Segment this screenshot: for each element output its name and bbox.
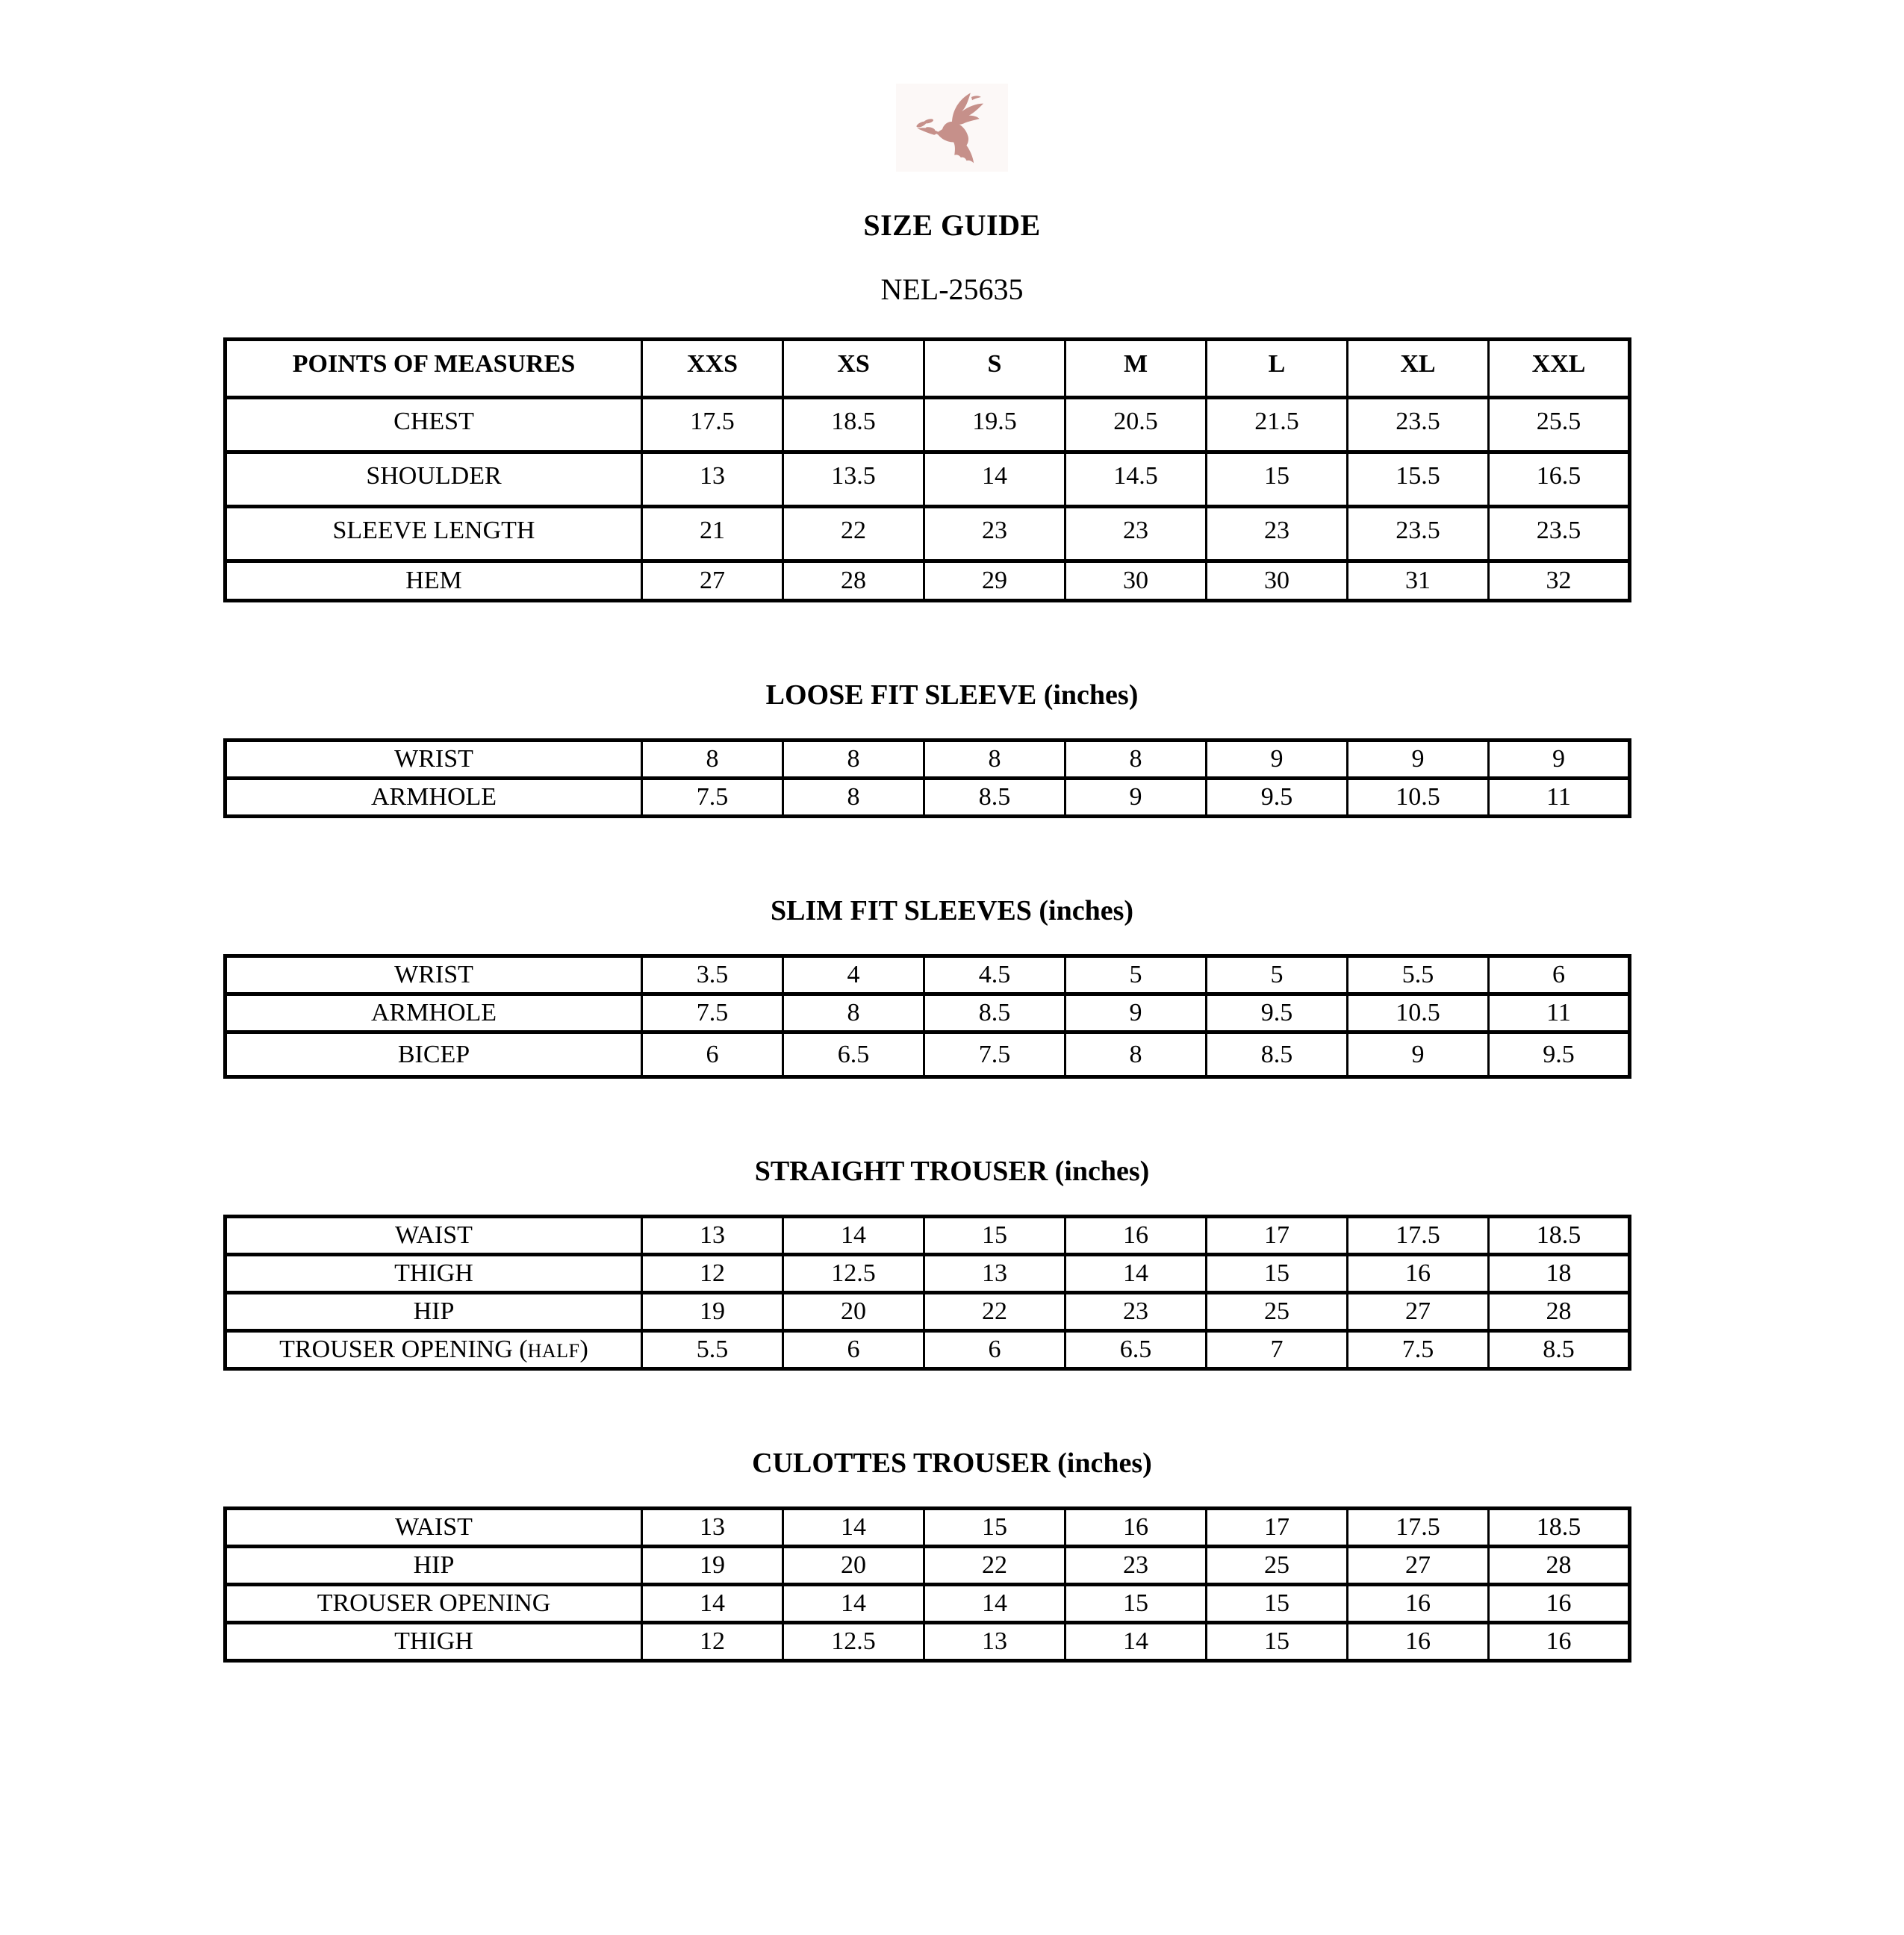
section-table <box>223 1506 1631 1663</box>
measure-cell: 27 <box>1348 1547 1489 1585</box>
measure-cell: 17.5 <box>642 398 783 452</box>
measure-cell: 10.5 <box>1348 779 1489 817</box>
measure-cell: 9.5 <box>1207 779 1348 817</box>
measure-cell: 28 <box>1489 1293 1630 1331</box>
measure-cell: 23 <box>1065 507 1207 561</box>
measure-cell: 18.5 <box>1489 1217 1630 1255</box>
measure-cell: 27 <box>1348 1293 1489 1331</box>
measure-cell: 6 <box>924 1331 1065 1369</box>
row-label: HIP <box>225 1293 642 1331</box>
measure-cell: 13.5 <box>783 452 924 507</box>
measure-cell: 8 <box>924 741 1065 779</box>
measure-cell: 28 <box>1489 1547 1630 1585</box>
measure-cell: 30 <box>1065 561 1207 601</box>
measure-cell: 7 <box>1207 1331 1348 1369</box>
sections-root <box>0 677 1904 1663</box>
section-title: LOOSE FIT SLEEVE (inches) <box>765 679 1139 711</box>
section-title: CULOTTES TROUSER (inches) <box>752 1448 1152 1479</box>
measure-cell: 14 <box>924 452 1065 507</box>
measure-cell: 9.5 <box>1489 1032 1630 1077</box>
size-guide-page <box>0 84 1904 1935</box>
measure-cell: 15 <box>924 1509 1065 1547</box>
row-label: THIGH <box>225 1255 642 1293</box>
measure-cell: 23 <box>924 507 1065 561</box>
measure-cell: 16 <box>1489 1623 1630 1661</box>
measure-row <box>225 1623 1630 1661</box>
row-label-part: TROUSER OPENING ( <box>279 1336 528 1363</box>
row-label: HEM <box>225 561 642 601</box>
size-column-header: XS <box>783 340 924 398</box>
measure-cell: 15 <box>1065 1585 1207 1623</box>
size-column-header: L <box>1207 340 1348 398</box>
measure-cell: 17.5 <box>1348 1509 1489 1547</box>
measure-cell: 13 <box>642 1509 783 1547</box>
measure-cell: 9 <box>1065 779 1207 817</box>
size-column-header: XL <box>1348 340 1489 398</box>
measure-cell: 3.5 <box>642 956 783 994</box>
measure-cell: 14 <box>1065 1255 1207 1293</box>
measure-cell: 13 <box>924 1623 1065 1661</box>
measure-cell: 15 <box>924 1217 1065 1255</box>
measure-cell: 6.5 <box>783 1032 924 1077</box>
row-label-part: ) <box>579 1336 588 1363</box>
row-label: CHEST <box>225 398 642 452</box>
measure-cell: 9 <box>1207 741 1348 779</box>
product-code: NEL-25635 <box>880 272 1024 306</box>
row-label: SHOULDER <box>225 452 642 507</box>
measure-cell: 8 <box>783 741 924 779</box>
measure-cell: 7.5 <box>924 1032 1065 1077</box>
measure-row <box>225 741 1630 779</box>
size-column-header: M <box>1065 340 1207 398</box>
measure-cell: 8 <box>1065 741 1207 779</box>
measure-row <box>225 1255 1630 1293</box>
measure-cell: 23 <box>1207 507 1348 561</box>
measure-cell: 9 <box>1348 1032 1489 1077</box>
measure-cell: 13 <box>924 1255 1065 1293</box>
measure-cell: 14 <box>924 1585 1065 1623</box>
measure-cell: 11 <box>1489 779 1630 817</box>
measure-cell: 8 <box>1065 1032 1207 1077</box>
measure-cell: 16 <box>1065 1509 1207 1547</box>
size-column-header: XXS <box>642 340 783 398</box>
logo-badge <box>896 84 1008 172</box>
measure-cell: 16 <box>1348 1255 1489 1293</box>
measure-row <box>225 994 1630 1032</box>
measure-cell: 12.5 <box>783 1255 924 1293</box>
measure-cell: 9 <box>1489 741 1630 779</box>
measure-cell: 4.5 <box>924 956 1065 994</box>
measure-cell: 12.5 <box>783 1623 924 1661</box>
measure-cell: 27 <box>642 561 783 601</box>
measure-cell: 30 <box>1207 561 1348 601</box>
measure-cell: 25 <box>1207 1293 1348 1331</box>
section-table <box>223 738 1631 818</box>
measure-cell: 15 <box>1207 452 1348 507</box>
section-table <box>223 1215 1631 1371</box>
measure-cell: 22 <box>924 1547 1065 1585</box>
measure-cell: 19 <box>642 1547 783 1585</box>
measure-cell: 7.5 <box>1348 1331 1489 1369</box>
measure-cell: 22 <box>783 507 924 561</box>
measure-cell: 14 <box>783 1217 924 1255</box>
measure-row <box>225 1217 1630 1255</box>
section-title: STRAIGHT TROUSER (inches) <box>754 1156 1150 1187</box>
measure-row <box>225 1547 1630 1585</box>
main-table-header-row <box>225 340 1630 398</box>
size-column-header: S <box>924 340 1065 398</box>
size-column-header: XXL <box>1489 340 1630 398</box>
measure-cell: 19.5 <box>924 398 1065 452</box>
measure-cell: 20 <box>783 1293 924 1331</box>
row-label-small-part: HALF <box>527 1340 580 1362</box>
measure-cell: 5.5 <box>1348 956 1489 994</box>
measure-cell: 8 <box>783 994 924 1032</box>
measure-cell: 14 <box>642 1585 783 1623</box>
measure-cell: 13 <box>642 1217 783 1255</box>
measure-cell: 14 <box>1065 1623 1207 1661</box>
header-cell-points-of-measures: POINTS OF MEASURES <box>225 340 642 398</box>
measure-cell: 14 <box>783 1509 924 1547</box>
measure-cell: 21.5 <box>1207 398 1348 452</box>
measure-cell: 16 <box>1489 1585 1630 1623</box>
measure-cell: 5 <box>1207 956 1348 994</box>
measure-cell: 15.5 <box>1348 452 1489 507</box>
measure-cell: 23.5 <box>1348 507 1489 561</box>
row-label: ARMHOLE <box>225 994 642 1032</box>
measure-cell: 6.5 <box>1065 1331 1207 1369</box>
measure-cell: 18 <box>1489 1255 1630 1293</box>
row-label: SLEEVE LENGTH <box>225 507 642 561</box>
measure-cell: 23 <box>1065 1293 1207 1331</box>
page-title: SIZE GUIDE <box>863 208 1041 242</box>
measure-row <box>225 1509 1630 1547</box>
measure-cell: 7.5 <box>642 779 783 817</box>
measure-cell: 22 <box>924 1293 1065 1331</box>
row-label: WRIST <box>225 956 642 994</box>
measure-row <box>225 398 1630 452</box>
points-of-measures-table <box>223 337 1631 602</box>
measure-cell: 15 <box>1207 1623 1348 1661</box>
measure-cell: 6 <box>1489 956 1630 994</box>
measure-cell: 7.5 <box>642 994 783 1032</box>
measure-cell: 6 <box>783 1331 924 1369</box>
measure-cell: 31 <box>1348 561 1489 601</box>
measure-cell: 23.5 <box>1348 398 1489 452</box>
measure-cell: 29 <box>924 561 1065 601</box>
measure-cell: 17 <box>1207 1217 1348 1255</box>
measure-cell: 13 <box>642 452 783 507</box>
measure-row <box>225 561 1630 601</box>
measure-cell: 12 <box>642 1623 783 1661</box>
measure-row <box>225 1331 1630 1369</box>
measure-cell: 17.5 <box>1348 1217 1489 1255</box>
row-label: WAIST <box>225 1509 642 1547</box>
measure-cell: 14 <box>783 1585 924 1623</box>
measure-cell: 4 <box>783 956 924 994</box>
measure-cell: 5 <box>1065 956 1207 994</box>
row-label: TROUSER OPENING <box>225 1585 642 1623</box>
row-label <box>225 1331 642 1369</box>
measure-cell: 8.5 <box>1207 1032 1348 1077</box>
measure-row <box>225 1293 1630 1331</box>
measure-cell: 8.5 <box>924 994 1065 1032</box>
measure-cell: 17 <box>1207 1509 1348 1547</box>
measure-cell: 20 <box>783 1547 924 1585</box>
measure-cell: 18.5 <box>783 398 924 452</box>
measure-cell: 20.5 <box>1065 398 1207 452</box>
measure-cell: 10.5 <box>1348 994 1489 1032</box>
row-label: HIP <box>225 1547 642 1585</box>
row-label: THIGH <box>225 1623 642 1661</box>
dove-icon <box>910 87 994 168</box>
section-title: SLIM FIT SLEEVES (inches) <box>770 895 1134 926</box>
measure-cell: 15 <box>1207 1585 1348 1623</box>
measure-cell: 8.5 <box>924 779 1065 817</box>
measure-cell: 9.5 <box>1207 994 1348 1032</box>
measure-cell: 16 <box>1065 1217 1207 1255</box>
measure-cell: 32 <box>1489 561 1630 601</box>
measure-row <box>225 956 1630 994</box>
section-table <box>223 954 1631 1079</box>
measure-cell: 15 <box>1207 1255 1348 1293</box>
measure-cell: 21 <box>642 507 783 561</box>
measure-cell: 6 <box>642 1032 783 1077</box>
measure-cell: 25 <box>1207 1547 1348 1585</box>
measure-cell: 8 <box>783 779 924 817</box>
measure-cell: 28 <box>783 561 924 601</box>
measure-cell: 9 <box>1348 741 1489 779</box>
measure-cell: 16 <box>1348 1623 1489 1661</box>
measure-row <box>225 1585 1630 1623</box>
measure-cell: 23 <box>1065 1547 1207 1585</box>
measure-cell: 19 <box>642 1293 783 1331</box>
row-label: WAIST <box>225 1217 642 1255</box>
measure-row <box>225 452 1630 507</box>
measure-cell: 14.5 <box>1065 452 1207 507</box>
measure-cell: 16.5 <box>1489 452 1630 507</box>
measure-cell: 12 <box>642 1255 783 1293</box>
measure-cell: 9 <box>1065 994 1207 1032</box>
measure-cell: 16 <box>1348 1585 1489 1623</box>
row-label: ARMHOLE <box>225 779 642 817</box>
measure-cell: 11 <box>1489 994 1630 1032</box>
measure-row <box>225 779 1630 817</box>
row-label: WRIST <box>225 741 642 779</box>
measure-row <box>225 1032 1630 1077</box>
measure-cell: 25.5 <box>1489 398 1630 452</box>
measure-cell: 23.5 <box>1489 507 1630 561</box>
measure-cell: 8.5 <box>1489 1331 1630 1369</box>
measure-row <box>225 507 1630 561</box>
measure-cell: 8 <box>642 741 783 779</box>
row-label: BICEP <box>225 1032 642 1077</box>
measure-cell: 5.5 <box>642 1331 783 1369</box>
measure-cell: 18.5 <box>1489 1509 1630 1547</box>
